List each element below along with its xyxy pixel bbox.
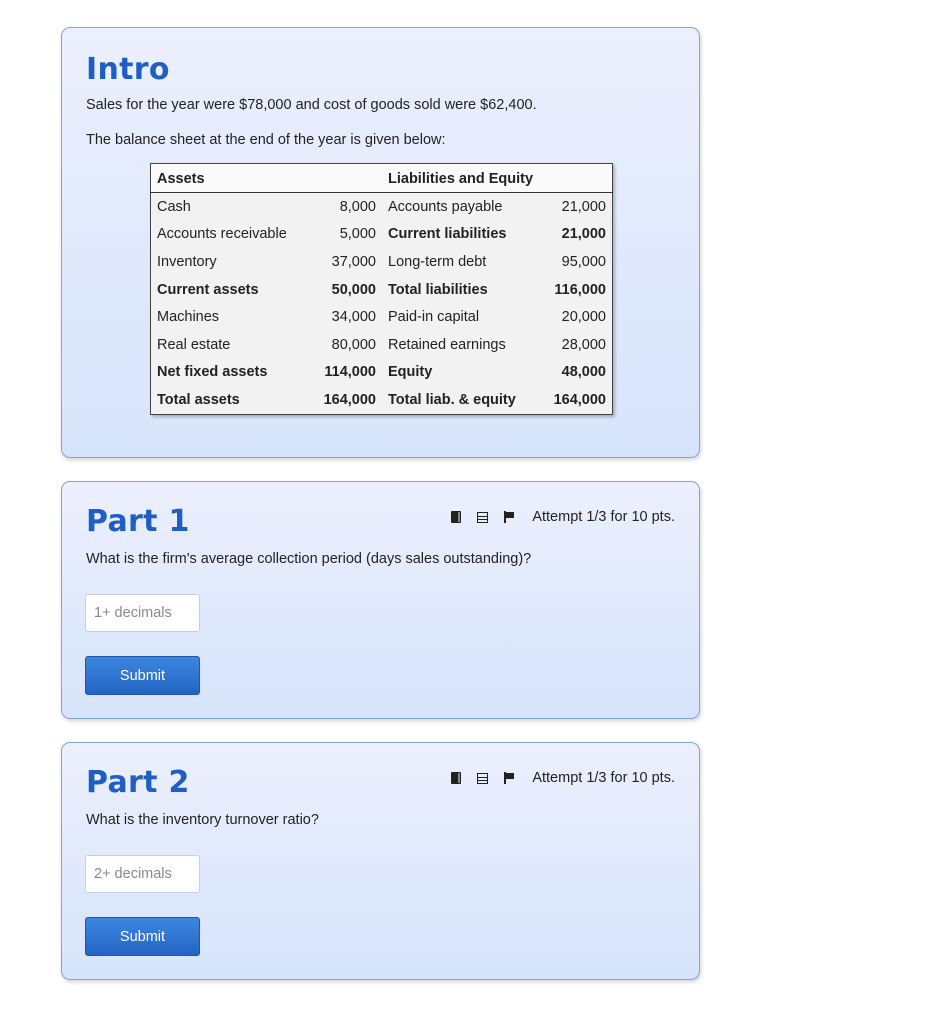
- liability-label: Long-term debt: [388, 253, 487, 270]
- asset-value: 34,000: [331, 309, 376, 326]
- part2-title: Part 2: [86, 765, 190, 800]
- part1-answer-input[interactable]: [85, 594, 200, 632]
- part2-question: What is the inventory turnover ratio?: [86, 812, 319, 828]
- table-row: [151, 193, 613, 221]
- part1-submit-button[interactable]: Submit: [85, 656, 200, 695]
- sales-text: Sales for the year were $78,000 and cost of goods sold were $62,400.: [86, 97, 537, 113]
- liability-value: 21,000: [561, 226, 606, 243]
- table-row: [151, 276, 613, 304]
- liability-value: 28,000: [561, 336, 606, 353]
- assets-header: Assets: [151, 164, 309, 193]
- asset-value: 164,000: [323, 391, 376, 408]
- liability-value: 20,000: [561, 309, 606, 326]
- book-icon[interactable]: [451, 511, 461, 523]
- asset-value: 50,000: [331, 281, 376, 298]
- intro-card: [61, 27, 700, 458]
- asset-value: 80,000: [331, 336, 376, 353]
- asset-label: Accounts receivable: [157, 226, 287, 243]
- liability-label: Total liab. & equity: [388, 391, 516, 408]
- asset-value: 37,000: [331, 253, 376, 270]
- balance-sheet-header-row: [151, 164, 613, 193]
- table-row: [151, 303, 613, 331]
- liability-label: Retained earnings: [388, 336, 506, 353]
- asset-label: Inventory: [157, 253, 217, 270]
- part2-card: [61, 742, 700, 980]
- asset-label: Total assets: [157, 391, 240, 408]
- liability-value: 48,000: [561, 364, 606, 381]
- table-row: [151, 331, 613, 359]
- part2-submit-button[interactable]: Submit: [85, 917, 200, 956]
- table-row: [151, 386, 613, 414]
- film-icon[interactable]: [477, 512, 488, 523]
- attempt-text: Attempt 1/3 for 10 pts.: [532, 770, 675, 786]
- part2-answer-input[interactable]: [85, 855, 200, 893]
- liability-value: 116,000: [554, 281, 606, 298]
- book-icon[interactable]: [451, 772, 461, 784]
- asset-label: Current assets: [157, 281, 259, 298]
- asset-label: Real estate: [157, 336, 231, 353]
- liability-label: Paid-in capital: [388, 309, 480, 326]
- flag-icon[interactable]: [504, 511, 514, 523]
- asset-label: Net fixed assets: [157, 364, 268, 381]
- assets-value-header: [308, 164, 382, 193]
- attempt-text: Attempt 1/3 for 10 pts.: [532, 509, 675, 525]
- part1-title: Part 1: [86, 504, 190, 539]
- table-row: [151, 248, 613, 276]
- balance-sheet-table: [150, 163, 613, 415]
- asset-value: 8,000: [339, 198, 376, 215]
- part2-meta: [451, 770, 675, 786]
- asset-label: Cash: [157, 198, 191, 215]
- liability-label: Equity: [388, 364, 433, 381]
- liability-label: Accounts payable: [388, 198, 503, 215]
- balance-sheet-intro-text: The balance sheet at the end of the year is given below:: [86, 132, 446, 148]
- liability-value: 21,000: [561, 198, 606, 215]
- part1-meta: [451, 509, 675, 525]
- liability-value: 164,000: [553, 391, 606, 408]
- part1-question: What is the firm's average collection period (days sales outstanding)?: [86, 551, 532, 567]
- liability-value: 95,000: [561, 253, 606, 270]
- part1-card: [61, 481, 700, 719]
- liability-label: Total liabilities: [388, 281, 488, 298]
- intro-title: Intro: [86, 52, 170, 87]
- table-row: [151, 359, 613, 387]
- asset-value: 5,000: [339, 226, 376, 243]
- liability-label: Current liabilities: [388, 226, 507, 243]
- film-icon[interactable]: [477, 773, 488, 784]
- flag-icon[interactable]: [504, 772, 514, 784]
- asset-value: 114,000: [324, 364, 376, 381]
- asset-label: Machines: [157, 309, 220, 326]
- table-row: [151, 221, 613, 249]
- liabilities-equity-header: Liabilities and Equity: [382, 164, 613, 193]
